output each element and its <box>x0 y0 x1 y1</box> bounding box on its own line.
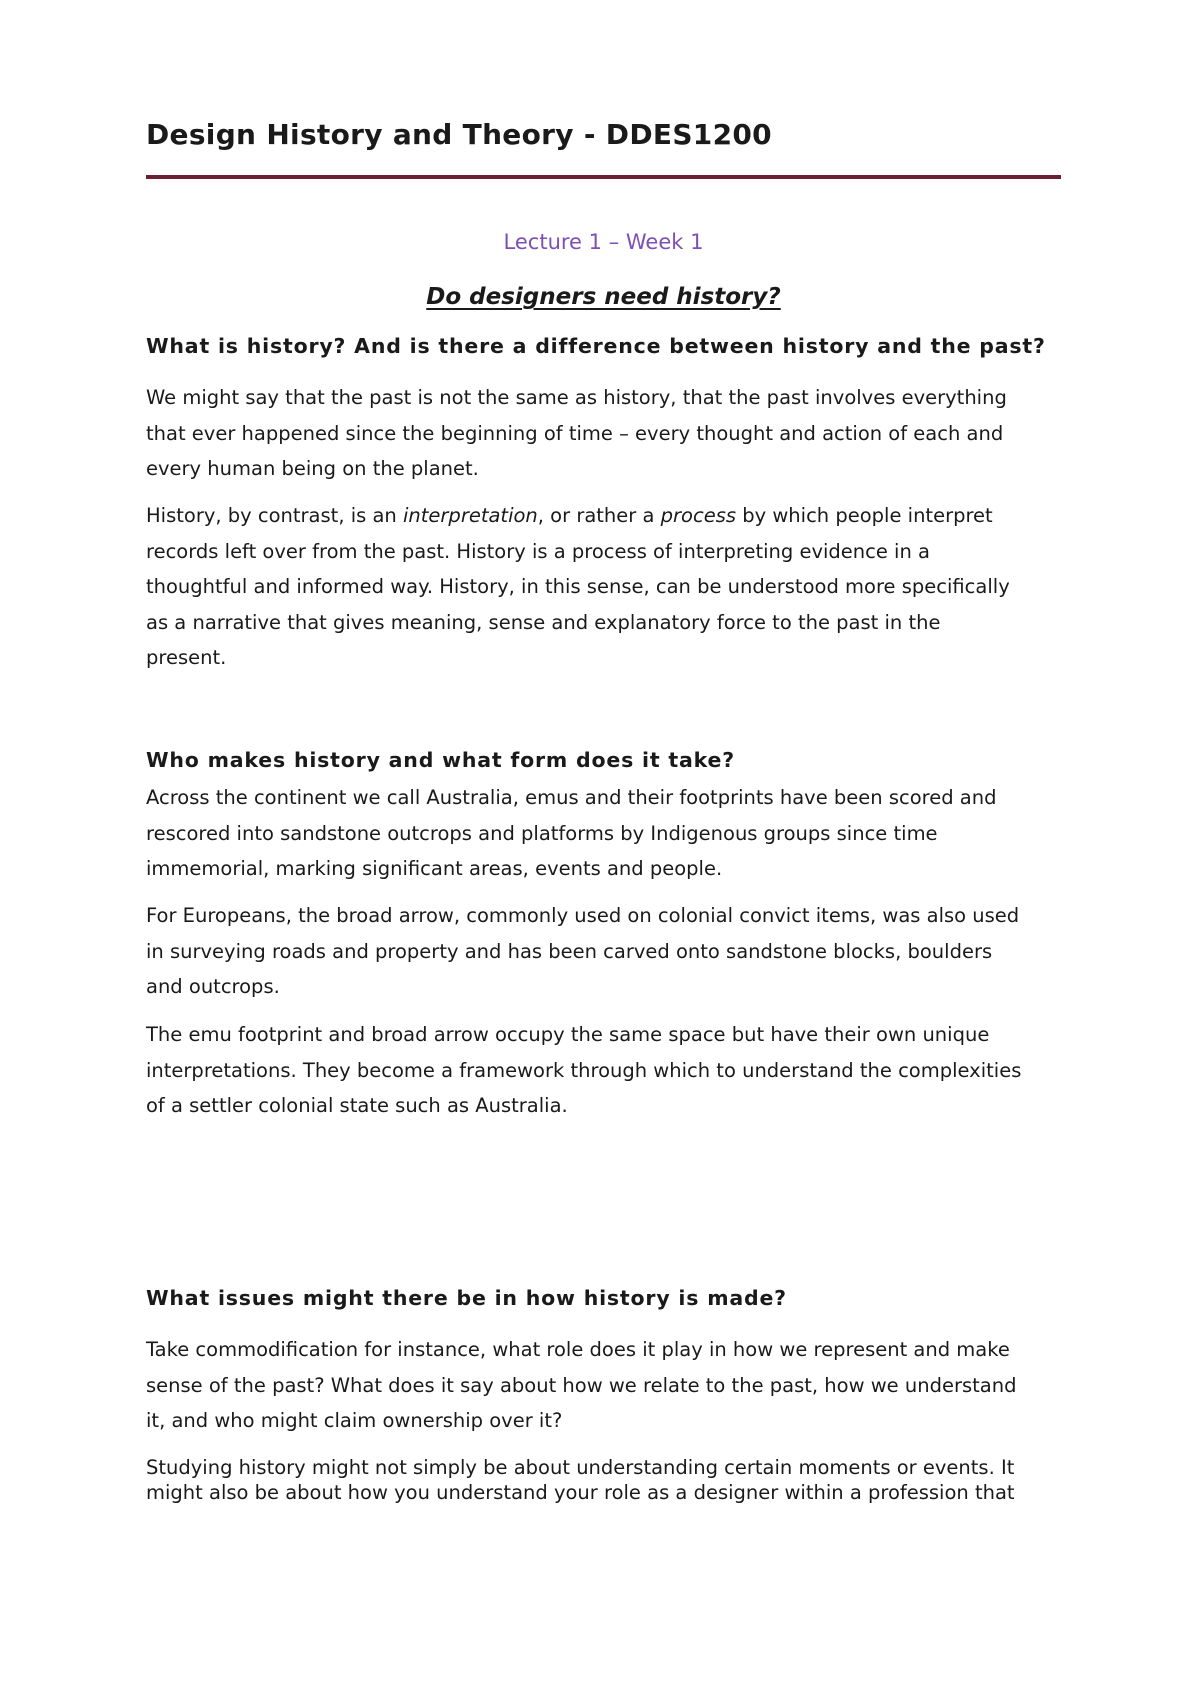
paragraph-shared-space <box>146 1017 1061 1124</box>
text-line <box>146 498 1061 534</box>
text-line: Take commodification for instance, what role does it play in how we represent and make <box>146 1338 1010 1361</box>
text-run: History, by contrast, is an <box>146 504 403 527</box>
paragraph-emu-footprints <box>146 780 1061 887</box>
section-heading-who-makes-history: Who makes history and what form does it take? <box>146 748 735 772</box>
text-line: thoughtful and informed way. History, in this sense, can be understood more specifically <box>146 575 1010 598</box>
paragraph-past-definition <box>146 380 1061 487</box>
text-line: that ever happened since the beginning of time – every thought and action of each and <box>146 421 1004 445</box>
text-run: , or rather a <box>537 504 661 527</box>
emphasis-interpretation: interpretation <box>403 504 538 527</box>
text-line: rescored into sandstone outcrops and platforms by Indigenous groups since time <box>146 821 938 845</box>
text-line: records left over from the past. History is a process of interpreting evidence in a <box>146 539 930 563</box>
paragraph-commodification <box>146 1332 1061 1439</box>
lecture-question: Do designers need history? <box>426 284 781 310</box>
section-heading-issues: What issues might there be in how history is made? <box>146 1286 787 1310</box>
text-run: by which people interpret <box>736 504 993 527</box>
text-line: in surveying roads and property and has been carved onto sandstone blocks, boulders <box>146 939 993 963</box>
text-line: it, and who might claim ownership over it? <box>146 1409 563 1432</box>
text-line: We might say that the past is not the same as history, that the past involves everything <box>146 386 1007 409</box>
text-line: and outcrops. <box>146 975 280 998</box>
paragraph-history-definition <box>146 498 1061 676</box>
text-line: interpretations. They become a framework through which to understand the complexities <box>146 1058 1022 1082</box>
text-line: present. <box>146 646 227 669</box>
text-line: every human being on the planet. <box>146 457 479 480</box>
text-line: The emu footprint and broad arrow occupy the same space but have their own unique <box>146 1023 990 1046</box>
title-divider <box>146 175 1061 179</box>
document-page <box>146 0 1061 1698</box>
emphasis-process: process <box>660 504 737 527</box>
text-line: For Europeans, the broad arrow, commonly used on colonial convict items, was also used <box>146 904 1020 927</box>
lecture-label: Lecture 1 – Week 1 <box>503 230 704 254</box>
text-line: might also be about how you understand your role as a designer within a profession that <box>146 1481 1015 1504</box>
text-line: Studying history might not simply be about understanding certain moments or events. It <box>146 1456 1015 1479</box>
text-line: Across the continent we call Australia, emus and their footprints have been scored and <box>146 786 997 809</box>
paragraph-studying-history <box>146 1455 1061 1505</box>
paragraph-broad-arrow <box>146 898 1061 1005</box>
document-title: Design History and Theory - DDES1200 <box>146 118 772 151</box>
text-line: as a narrative that gives meaning, sense and explanatory force to the past in the <box>146 610 941 634</box>
text-line: sense of the past? What does it say about how we relate to the past, how we understand <box>146 1373 1017 1397</box>
section-heading-history-vs-past: What is history? And is there a difference between history and the past? <box>146 334 1046 358</box>
text-line: of a settler colonial state such as Australia. <box>146 1094 568 1117</box>
text-line: immemorial, marking significant areas, events and people. <box>146 857 723 880</box>
